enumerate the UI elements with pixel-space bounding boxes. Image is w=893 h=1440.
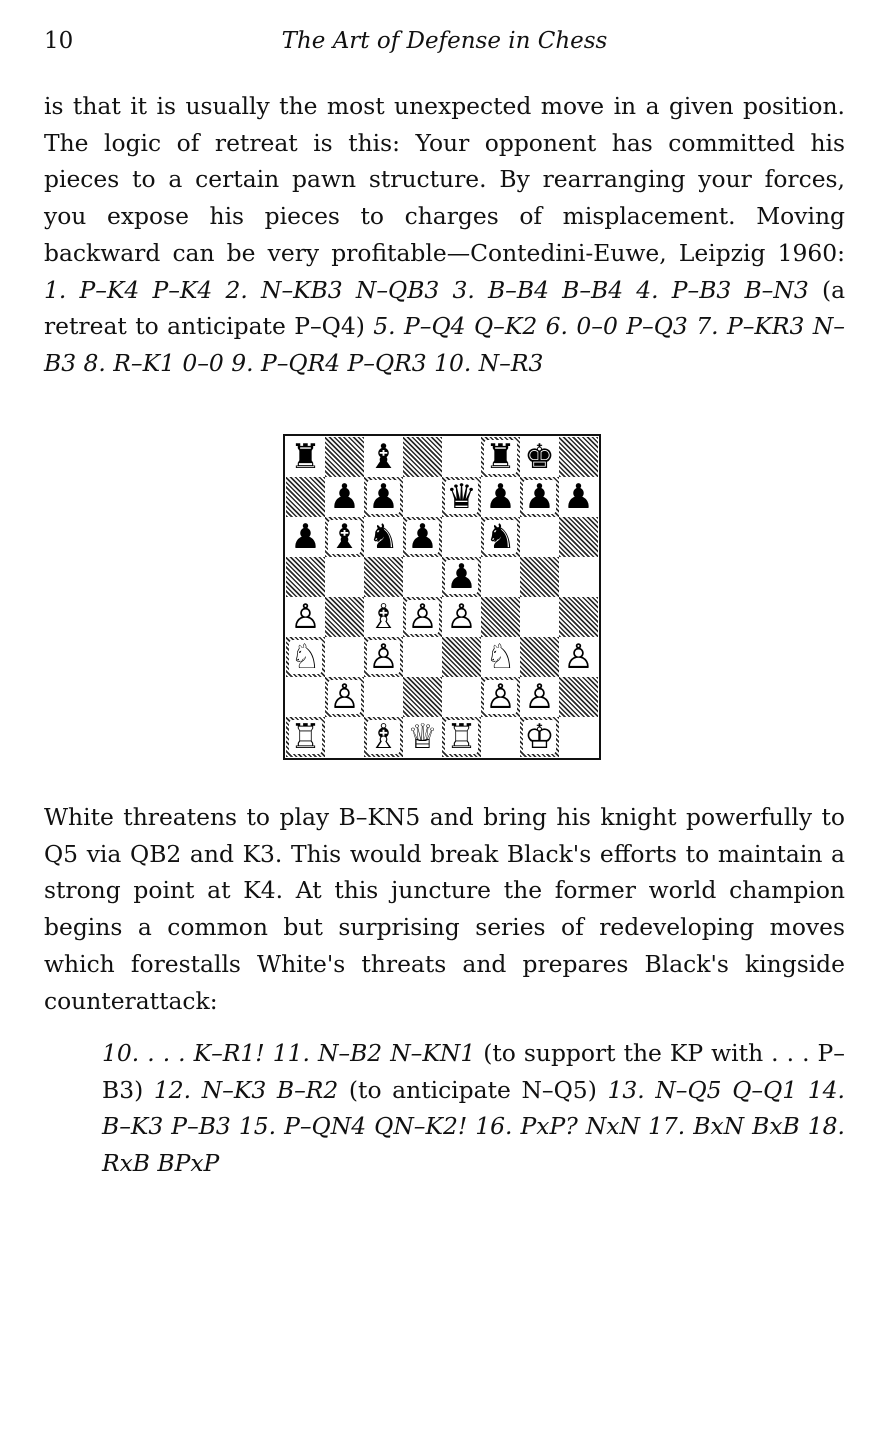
board-square <box>520 557 559 597</box>
chess-piece: ♟ <box>446 557 477 597</box>
board-square <box>442 477 481 517</box>
board-square <box>325 637 364 677</box>
board-square <box>403 437 442 477</box>
running-title: The Art of Defense in Chess <box>281 28 608 54</box>
chess-board <box>286 437 598 757</box>
chess-piece: ♙ <box>446 597 477 637</box>
moves-aside-2: (to anticipate N–Q5) <box>348 1075 597 1104</box>
board-square <box>559 677 598 717</box>
board-square <box>325 437 364 477</box>
board-square <box>559 557 598 597</box>
board-square <box>481 717 520 757</box>
paragraph-intro <box>44 88 845 382</box>
board-square <box>442 677 481 717</box>
chess-piece: ♟ <box>368 477 399 517</box>
board-square <box>286 517 325 557</box>
board-square <box>325 677 364 717</box>
board-square <box>520 677 559 717</box>
chess-piece: ♗ <box>368 717 399 757</box>
moves-part-2: 12. N–K3 B–R2 <box>153 1075 339 1104</box>
board-square <box>403 517 442 557</box>
chess-piece: ♖ <box>290 717 321 757</box>
board-square <box>442 437 481 477</box>
board-square <box>286 557 325 597</box>
board-square <box>520 477 559 517</box>
board-square <box>286 637 325 677</box>
chess-piece: ♕ <box>407 717 438 757</box>
opening-moves-continued: 5. P–Q4 Q–K2 6. 0–0 P–Q3 7. P–KR3 N–B3 8. R–K1 0–0 9. P–QR4 P–QR3 10. N–R3 <box>44 312 845 377</box>
opening-moves: 1. P–K4 P–K4 2. N–KB3 N–QB3 3. B–B4 B–B4 4. P–B3 B–N3 <box>44 275 809 304</box>
board-square <box>481 477 520 517</box>
board-square <box>286 437 325 477</box>
paragraph-moves <box>102 1035 845 1182</box>
board-square <box>481 597 520 637</box>
chess-piece: ♙ <box>407 597 438 637</box>
board-square <box>442 717 481 757</box>
board-square <box>403 477 442 517</box>
chess-piece: ♟ <box>524 477 555 517</box>
move-aside: (a retreat to anticipate P–Q4) <box>44 275 846 341</box>
chess-piece: ♟ <box>563 477 594 517</box>
board-square <box>559 597 598 637</box>
board-square <box>403 557 442 597</box>
board-square <box>325 477 364 517</box>
chess-piece: ♙ <box>329 677 360 717</box>
board-square <box>364 557 403 597</box>
board-square <box>481 437 520 477</box>
board-square <box>403 597 442 637</box>
chess-piece: ♙ <box>524 677 555 717</box>
chess-piece: ♚ <box>524 437 555 477</box>
board-square <box>286 677 325 717</box>
chess-piece: ♛ <box>446 477 477 517</box>
board-square <box>559 477 598 517</box>
chess-piece: ♞ <box>368 517 399 557</box>
board-square <box>481 677 520 717</box>
board-square <box>442 557 481 597</box>
moves-aside-1: (to support the KP with . . . P–B3) <box>102 1039 845 1104</box>
intro-text: is that it is usually the most unexpected move in a given position. The logic of retreat is this: Your opponent has committed his pieces to a certain pawn structure. By rearranging your forces, you expose his pieces to charges of misplacement. Moving backward can be very profitable—Contedini-Euwe, Leipzig 1960: <box>44 92 845 267</box>
chess-piece: ♔ <box>524 717 555 757</box>
moves-part-1: 10. . . . K–R1! 11. N–B2 N–KN1 <box>102 1039 476 1067</box>
board-square <box>325 597 364 637</box>
chess-piece: ♝ <box>329 517 360 557</box>
board-square <box>559 637 598 677</box>
chess-piece: ♙ <box>485 677 516 717</box>
chess-piece: ♝ <box>368 437 399 477</box>
moves-part-3: 13. N–Q5 Q–Q1 14. B–K3 P–B3 15. P–QN4 QN–K2! 16. PxP? NxN 17. BxN BxB 18. RxB BPxP <box>102 1075 845 1178</box>
board-square <box>442 597 481 637</box>
board-square <box>520 717 559 757</box>
board-square <box>481 517 520 557</box>
page-header <box>44 28 845 62</box>
board-square <box>559 437 598 477</box>
chess-piece: ♟ <box>485 477 516 517</box>
board-square <box>403 637 442 677</box>
board-square <box>481 637 520 677</box>
board-square <box>364 437 403 477</box>
board-square <box>364 677 403 717</box>
board-square <box>559 717 598 757</box>
chess-piece: ♙ <box>368 637 399 677</box>
chess-piece: ♘ <box>485 637 516 677</box>
board-square <box>364 517 403 557</box>
board-square <box>325 717 364 757</box>
chess-piece: ♟ <box>290 517 321 557</box>
board-square <box>520 437 559 477</box>
board-square <box>286 717 325 757</box>
chess-diagram <box>283 434 601 760</box>
board-square <box>364 637 403 677</box>
commentary-text: White threatens to play B–KN5 and bring his knight powerfully to Q5 via QB2 and K3. This would break Black's efforts to maintain a strong point at K4. At this juncture the former world champion begins a common but surprising series of redeveloping moves which forestalls White's threats and prepares Black's kingside counterattack: <box>44 803 845 1015</box>
chess-piece: ♞ <box>485 517 516 557</box>
board-square <box>442 637 481 677</box>
chess-piece: ♟ <box>407 517 438 557</box>
board-square <box>286 597 325 637</box>
chess-piece: ♖ <box>446 717 477 757</box>
chess-piece: ♙ <box>290 597 321 637</box>
board-square <box>364 597 403 637</box>
chess-piece: ♗ <box>368 597 399 637</box>
board-square <box>481 557 520 597</box>
chess-piece: ♘ <box>290 637 321 677</box>
chess-piece: ♜ <box>290 437 321 477</box>
board-square <box>520 517 559 557</box>
chess-piece: ♟ <box>329 477 360 517</box>
board-square <box>403 717 442 757</box>
board-square <box>559 517 598 557</box>
board-square <box>325 517 364 557</box>
board-square <box>403 677 442 717</box>
board-square <box>325 557 364 597</box>
board-square <box>364 477 403 517</box>
board-square <box>286 477 325 517</box>
chess-piece: ♙ <box>563 637 594 677</box>
page-number: 10 <box>44 28 74 54</box>
board-square <box>520 597 559 637</box>
paragraph-commentary <box>44 799 845 1019</box>
chess-piece: ♜ <box>485 437 516 477</box>
board-square <box>364 717 403 757</box>
board-square <box>520 637 559 677</box>
board-square <box>442 517 481 557</box>
